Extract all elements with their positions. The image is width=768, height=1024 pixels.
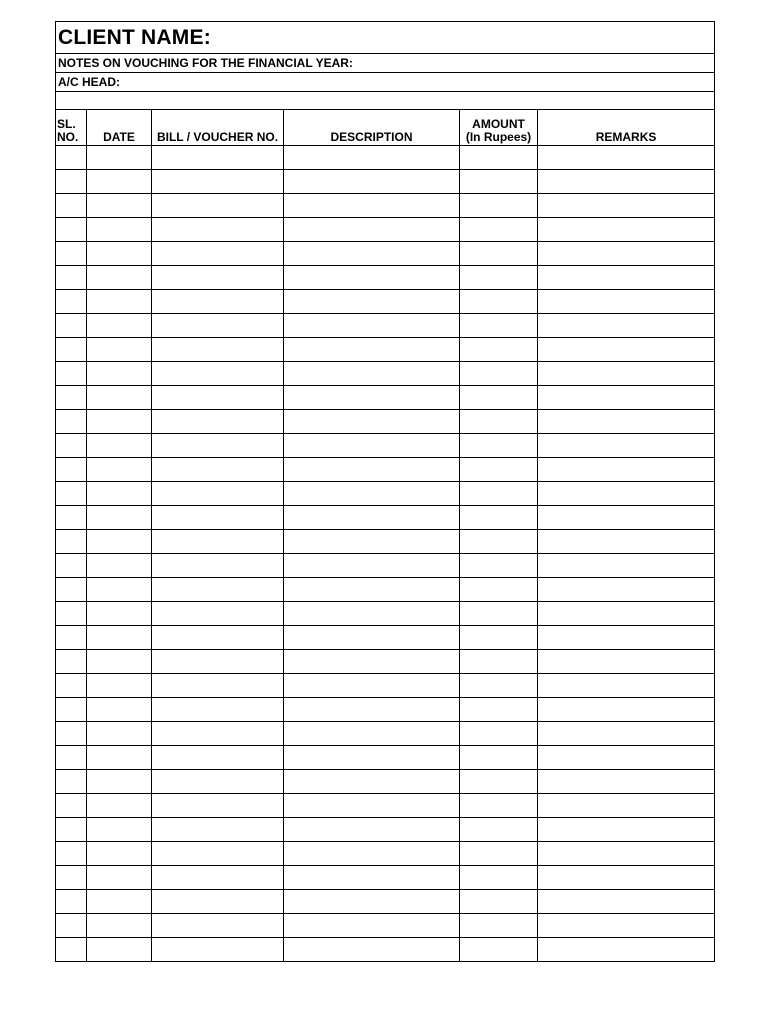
description-cell[interactable]	[284, 650, 460, 674]
header-bill-voucher-no	[152, 110, 284, 146]
date-cell[interactable]	[87, 218, 152, 242]
sl-no-cell[interactable]	[56, 506, 87, 530]
bill-voucher-cell[interactable]	[152, 866, 284, 890]
remarks-cell[interactable]	[538, 266, 715, 290]
table-row	[56, 170, 715, 194]
table-row	[56, 698, 715, 722]
description-cell[interactable]	[284, 746, 460, 770]
remarks-cell[interactable]	[538, 146, 715, 170]
remarks-cell[interactable]	[538, 626, 715, 650]
bill-voucher-cell[interactable]	[152, 242, 284, 266]
remarks-cell[interactable]	[538, 218, 715, 242]
remarks-cell[interactable]	[538, 530, 715, 554]
description-cell[interactable]	[284, 410, 460, 434]
sl-no-cell[interactable]	[56, 386, 87, 410]
header-description-label: DESCRIPTION	[330, 130, 413, 144]
remarks-cell[interactable]	[538, 194, 715, 218]
bill-voucher-cell[interactable]	[152, 386, 284, 410]
table-row	[56, 338, 715, 362]
sl-no-cell[interactable]	[56, 890, 87, 914]
header-bill-voucher-label: BILL / VOUCHER NO.	[156, 130, 279, 144]
description-cell[interactable]	[284, 818, 460, 842]
remarks-cell[interactable]	[538, 554, 715, 578]
bill-voucher-cell[interactable]	[152, 482, 284, 506]
description-cell[interactable]	[284, 338, 460, 362]
bill-voucher-cell[interactable]	[152, 794, 284, 818]
amount-cell[interactable]	[460, 290, 538, 314]
table-row	[56, 746, 715, 770]
notes-row	[56, 54, 715, 73]
description-cell[interactable]	[284, 506, 460, 530]
bill-voucher-cell[interactable]	[152, 578, 284, 602]
bill-voucher-cell[interactable]	[152, 530, 284, 554]
table-row	[56, 650, 715, 674]
bill-voucher-cell[interactable]	[152, 218, 284, 242]
sl-no-cell[interactable]	[56, 914, 87, 938]
amount-cell[interactable]	[460, 914, 538, 938]
sl-no-cell[interactable]	[56, 794, 87, 818]
header-date-label: DATE	[103, 130, 135, 144]
date-cell[interactable]	[87, 602, 152, 626]
remarks-cell[interactable]	[538, 938, 715, 962]
date-cell[interactable]	[87, 722, 152, 746]
amount-cell[interactable]	[460, 434, 538, 458]
bill-voucher-cell[interactable]	[152, 626, 284, 650]
sl-no-cell[interactable]	[56, 602, 87, 626]
table-row	[56, 866, 715, 890]
amount-cell[interactable]	[460, 170, 538, 194]
table-row	[56, 626, 715, 650]
sl-no-cell[interactable]	[56, 194, 87, 218]
remarks-cell[interactable]	[538, 506, 715, 530]
remarks-cell[interactable]	[538, 386, 715, 410]
amount-cell[interactable]	[460, 818, 538, 842]
remarks-cell[interactable]	[538, 410, 715, 434]
sl-no-cell[interactable]	[56, 674, 87, 698]
table-row	[56, 290, 715, 314]
table-row	[56, 914, 715, 938]
remarks-cell[interactable]	[538, 722, 715, 746]
description-cell[interactable]	[284, 170, 460, 194]
date-cell[interactable]	[87, 146, 152, 170]
date-cell[interactable]	[87, 650, 152, 674]
bill-voucher-cell[interactable]	[152, 434, 284, 458]
date-cell[interactable]	[87, 170, 152, 194]
amount-cell[interactable]	[460, 458, 538, 482]
amount-cell[interactable]	[460, 842, 538, 866]
remarks-cell[interactable]	[538, 818, 715, 842]
table-row	[56, 890, 715, 914]
description-cell[interactable]	[284, 530, 460, 554]
remarks-cell[interactable]	[538, 242, 715, 266]
spacer-cell[interactable]	[56, 92, 715, 110]
table-row	[56, 770, 715, 794]
amount-cell[interactable]	[460, 482, 538, 506]
sl-no-cell[interactable]	[56, 410, 87, 434]
date-cell[interactable]	[87, 578, 152, 602]
sl-no-cell[interactable]	[56, 482, 87, 506]
bill-voucher-cell[interactable]	[152, 746, 284, 770]
description-cell[interactable]	[284, 890, 460, 914]
remarks-cell[interactable]	[538, 650, 715, 674]
header-sl-no-line2: NO.	[57, 130, 79, 144]
date-cell[interactable]	[87, 290, 152, 314]
date-cell[interactable]	[87, 362, 152, 386]
bill-voucher-cell[interactable]	[152, 818, 284, 842]
sl-no-cell[interactable]	[56, 626, 87, 650]
description-cell[interactable]	[284, 626, 460, 650]
description-cell[interactable]	[284, 866, 460, 890]
date-cell[interactable]	[87, 698, 152, 722]
sl-no-cell[interactable]	[56, 314, 87, 338]
remarks-cell[interactable]	[538, 794, 715, 818]
date-cell[interactable]	[87, 338, 152, 362]
bill-voucher-cell[interactable]	[152, 146, 284, 170]
bill-voucher-cell[interactable]	[152, 890, 284, 914]
client-name-label[interactable]: CLIENT NAME:	[56, 22, 715, 54]
description-cell[interactable]	[284, 674, 460, 698]
table-row	[56, 506, 715, 530]
description-cell[interactable]	[284, 602, 460, 626]
amount-cell[interactable]	[460, 602, 538, 626]
bill-voucher-cell[interactable]	[152, 650, 284, 674]
remarks-cell[interactable]	[538, 458, 715, 482]
date-cell[interactable]	[87, 434, 152, 458]
date-cell[interactable]	[87, 626, 152, 650]
sl-no-cell[interactable]	[56, 770, 87, 794]
column-header-row	[56, 110, 715, 146]
description-cell[interactable]	[284, 770, 460, 794]
description-cell[interactable]	[284, 290, 460, 314]
date-cell[interactable]	[87, 770, 152, 794]
description-cell[interactable]	[284, 914, 460, 938]
remarks-cell[interactable]	[538, 866, 715, 890]
remarks-cell[interactable]	[538, 578, 715, 602]
remarks-cell[interactable]	[538, 362, 715, 386]
date-cell[interactable]	[87, 818, 152, 842]
date-cell[interactable]	[87, 242, 152, 266]
date-cell[interactable]	[87, 554, 152, 578]
table-row	[56, 410, 715, 434]
header-remarks	[538, 110, 715, 146]
bill-voucher-cell[interactable]	[152, 842, 284, 866]
bill-voucher-cell[interactable]	[152, 770, 284, 794]
date-cell[interactable]	[87, 794, 152, 818]
sl-no-cell[interactable]	[56, 458, 87, 482]
date-cell[interactable]	[87, 410, 152, 434]
date-cell[interactable]	[87, 938, 152, 962]
vouching-table	[55, 21, 715, 962]
amount-cell[interactable]	[460, 650, 538, 674]
amount-cell[interactable]	[460, 938, 538, 962]
remarks-cell[interactable]	[538, 602, 715, 626]
date-cell[interactable]	[87, 386, 152, 410]
table-row	[56, 458, 715, 482]
bill-voucher-cell[interactable]	[152, 410, 284, 434]
description-cell[interactable]	[284, 458, 460, 482]
amount-cell[interactable]	[460, 578, 538, 602]
amount-cell[interactable]	[460, 338, 538, 362]
table-row	[56, 386, 715, 410]
sl-no-cell[interactable]	[56, 338, 87, 362]
sl-no-cell[interactable]	[56, 722, 87, 746]
description-cell[interactable]	[284, 362, 460, 386]
sl-no-cell[interactable]	[56, 554, 87, 578]
header-sl-no	[56, 110, 87, 146]
bill-voucher-cell[interactable]	[152, 554, 284, 578]
sl-no-cell[interactable]	[56, 578, 87, 602]
date-cell[interactable]	[87, 746, 152, 770]
table-row	[56, 938, 715, 962]
amount-cell[interactable]	[460, 698, 538, 722]
date-cell[interactable]	[87, 890, 152, 914]
description-cell[interactable]	[284, 578, 460, 602]
sl-no-cell[interactable]	[56, 938, 87, 962]
header-sl-no-line1: SL.	[57, 117, 76, 131]
remarks-cell[interactable]	[538, 842, 715, 866]
amount-cell[interactable]	[460, 146, 538, 170]
header-date	[87, 110, 152, 146]
description-cell[interactable]	[284, 194, 460, 218]
sl-no-cell[interactable]	[56, 818, 87, 842]
amount-cell[interactable]	[460, 314, 538, 338]
description-cell[interactable]	[284, 386, 460, 410]
amount-cell[interactable]	[460, 242, 538, 266]
remarks-cell[interactable]	[538, 770, 715, 794]
date-cell[interactable]	[87, 674, 152, 698]
bill-voucher-cell[interactable]	[152, 314, 284, 338]
description-cell[interactable]	[284, 842, 460, 866]
amount-cell[interactable]	[460, 866, 538, 890]
amount-cell[interactable]	[460, 362, 538, 386]
description-cell[interactable]	[284, 938, 460, 962]
table-row	[56, 554, 715, 578]
date-cell[interactable]	[87, 266, 152, 290]
remarks-cell[interactable]	[538, 338, 715, 362]
sl-no-cell[interactable]	[56, 146, 87, 170]
table-row	[56, 530, 715, 554]
bill-voucher-cell[interactable]	[152, 938, 284, 962]
amount-cell[interactable]	[460, 890, 538, 914]
sl-no-cell[interactable]	[56, 290, 87, 314]
bill-voucher-cell[interactable]	[152, 194, 284, 218]
table-row	[56, 218, 715, 242]
table-row	[56, 674, 715, 698]
description-cell[interactable]	[284, 266, 460, 290]
date-cell[interactable]	[87, 482, 152, 506]
amount-cell[interactable]	[460, 194, 538, 218]
bill-voucher-cell[interactable]	[152, 722, 284, 746]
amount-cell[interactable]	[460, 266, 538, 290]
amount-cell[interactable]	[460, 794, 538, 818]
bill-voucher-cell[interactable]	[152, 338, 284, 362]
remarks-cell[interactable]	[538, 698, 715, 722]
amount-cell[interactable]	[460, 386, 538, 410]
sl-no-cell[interactable]	[56, 530, 87, 554]
table-row	[56, 578, 715, 602]
bill-voucher-cell[interactable]	[152, 266, 284, 290]
header-remarks-label: REMARKS	[595, 130, 657, 144]
bill-voucher-cell[interactable]	[152, 458, 284, 482]
bill-voucher-cell[interactable]	[152, 674, 284, 698]
sl-no-cell[interactable]	[56, 650, 87, 674]
date-cell[interactable]	[87, 866, 152, 890]
amount-cell[interactable]	[460, 554, 538, 578]
ac-head-row	[56, 73, 715, 92]
table-row	[56, 482, 715, 506]
sl-no-cell[interactable]	[56, 362, 87, 386]
remarks-cell[interactable]	[538, 674, 715, 698]
bill-voucher-cell[interactable]	[152, 602, 284, 626]
client-name-row	[56, 22, 715, 54]
spacer-row	[56, 92, 715, 110]
remarks-cell[interactable]	[538, 434, 715, 458]
amount-cell[interactable]	[460, 674, 538, 698]
description-cell[interactable]	[284, 434, 460, 458]
bill-voucher-cell[interactable]	[152, 170, 284, 194]
remarks-cell[interactable]	[538, 170, 715, 194]
description-cell[interactable]	[284, 218, 460, 242]
date-cell[interactable]	[87, 314, 152, 338]
table-row	[56, 194, 715, 218]
table-row	[56, 362, 715, 386]
description-cell[interactable]	[284, 146, 460, 170]
date-cell[interactable]	[87, 914, 152, 938]
ac-head-label[interactable]: A/C HEAD:	[56, 73, 715, 92]
amount-cell[interactable]	[460, 722, 538, 746]
bill-voucher-cell[interactable]	[152, 506, 284, 530]
table-row	[56, 434, 715, 458]
remarks-cell[interactable]	[538, 914, 715, 938]
sl-no-cell[interactable]	[56, 746, 87, 770]
remarks-cell[interactable]	[538, 314, 715, 338]
header-description	[284, 110, 460, 146]
amount-cell[interactable]	[460, 410, 538, 434]
header-amount-line2: (In Rupees)	[465, 130, 532, 144]
remarks-cell[interactable]	[538, 482, 715, 506]
vouching-sheet	[55, 21, 714, 962]
remarks-cell[interactable]	[538, 290, 715, 314]
table-row	[56, 818, 715, 842]
description-cell[interactable]	[284, 722, 460, 746]
sl-no-cell[interactable]	[56, 698, 87, 722]
amount-cell[interactable]	[460, 218, 538, 242]
sl-no-cell[interactable]	[56, 266, 87, 290]
amount-cell[interactable]	[460, 770, 538, 794]
amount-cell[interactable]	[460, 530, 538, 554]
sl-no-cell[interactable]	[56, 170, 87, 194]
amount-cell[interactable]	[460, 506, 538, 530]
header-amount-line1: AMOUNT	[472, 117, 525, 131]
sl-no-cell[interactable]	[56, 218, 87, 242]
description-cell[interactable]	[284, 794, 460, 818]
header-amount	[460, 110, 538, 146]
remarks-cell[interactable]	[538, 890, 715, 914]
sl-no-cell[interactable]	[56, 434, 87, 458]
date-cell[interactable]	[87, 194, 152, 218]
description-cell[interactable]	[284, 698, 460, 722]
date-cell[interactable]	[87, 458, 152, 482]
table-row	[56, 146, 715, 170]
date-cell[interactable]	[87, 842, 152, 866]
table-row	[56, 602, 715, 626]
date-cell[interactable]	[87, 530, 152, 554]
bill-voucher-cell[interactable]	[152, 698, 284, 722]
sl-no-cell[interactable]	[56, 866, 87, 890]
table-row	[56, 842, 715, 866]
sl-no-cell[interactable]	[56, 842, 87, 866]
table-row	[56, 314, 715, 338]
table-row	[56, 242, 715, 266]
table-row	[56, 722, 715, 746]
sl-no-cell[interactable]	[56, 242, 87, 266]
notes-label[interactable]: NOTES ON VOUCHING FOR THE FINANCIAL YEAR:	[56, 54, 715, 73]
description-cell[interactable]	[284, 554, 460, 578]
bill-voucher-cell[interactable]	[152, 362, 284, 386]
table-row	[56, 794, 715, 818]
amount-cell[interactable]	[460, 626, 538, 650]
date-cell[interactable]	[87, 506, 152, 530]
table-row	[56, 266, 715, 290]
description-cell[interactable]	[284, 482, 460, 506]
remarks-cell[interactable]	[538, 746, 715, 770]
amount-cell[interactable]	[460, 746, 538, 770]
bill-voucher-cell[interactable]	[152, 914, 284, 938]
description-cell[interactable]	[284, 242, 460, 266]
bill-voucher-cell[interactable]	[152, 290, 284, 314]
description-cell[interactable]	[284, 314, 460, 338]
